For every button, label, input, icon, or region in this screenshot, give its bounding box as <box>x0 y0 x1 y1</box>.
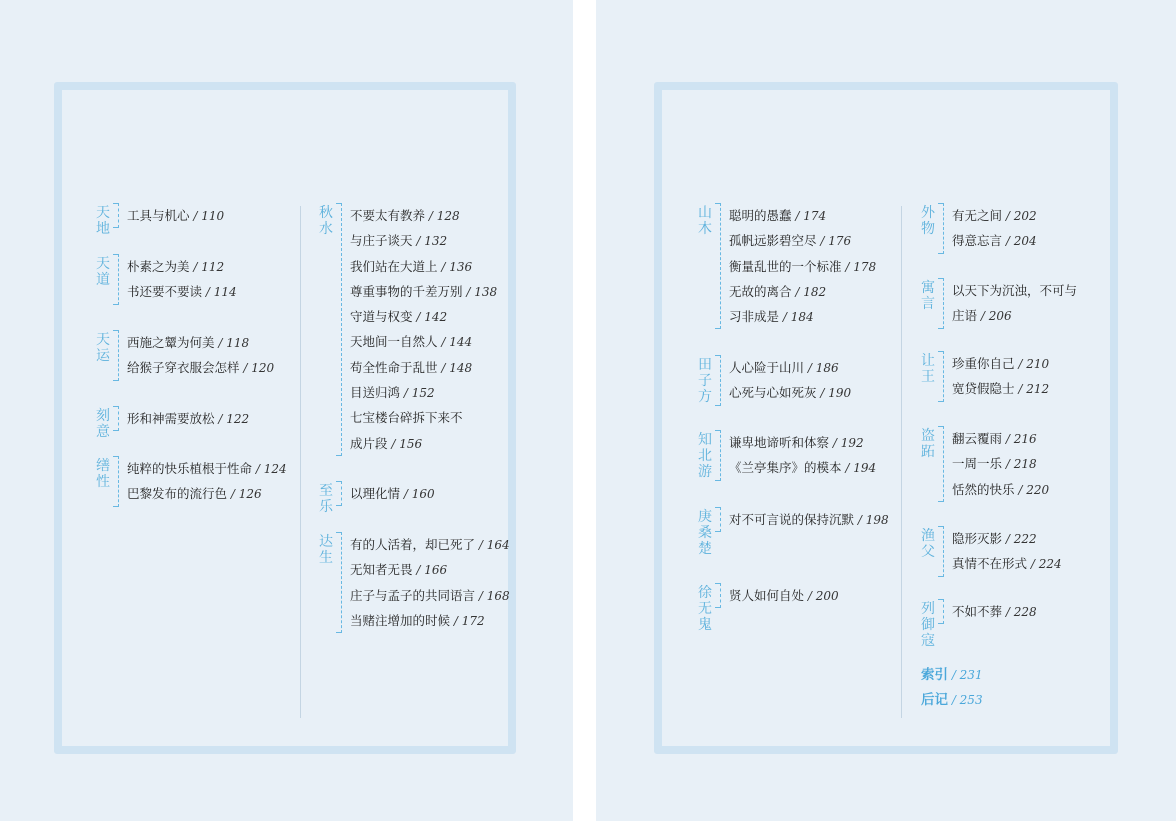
page-number: 152 <box>411 386 435 401</box>
section-label: 渔父 <box>921 528 935 560</box>
page-separator: / <box>841 259 854 274</box>
page-separator: / <box>791 209 804 223</box>
entry-title: 珍重你自己 <box>952 356 1015 371</box>
entry-title: 不要太有教养 <box>350 208 426 223</box>
section-label: 天运 <box>96 332 110 364</box>
page-number: 186 <box>815 361 839 375</box>
page-separator: / <box>977 309 989 324</box>
section-entries <box>943 203 1083 254</box>
entry-title: 得意忘言 <box>952 233 1003 249</box>
section-entries <box>720 583 905 608</box>
toc-entry[interactable] <box>127 355 308 380</box>
entry-title: 与庄子谈天 <box>350 233 413 249</box>
toc-entry[interactable] <box>127 330 308 355</box>
page-separator: / <box>948 668 960 682</box>
page-number: 166 <box>424 563 448 578</box>
toc-entry[interactable] <box>729 279 905 304</box>
page-separator: / <box>816 386 829 401</box>
page-number: 124 <box>263 462 287 476</box>
page-number: 160 <box>411 487 435 501</box>
page-separator: / <box>854 513 866 527</box>
page-separator: / <box>387 436 400 451</box>
page-number: 136 <box>449 259 473 274</box>
appendix-title: 索引 <box>921 667 948 683</box>
toc-entry[interactable] <box>952 526 1083 551</box>
entry-title: 书还要不要读 <box>127 284 203 300</box>
section-label: 庚桑楚 <box>698 509 712 557</box>
entry-title: 以天下为沉浊，不可与 <box>952 283 1078 298</box>
toc-entry[interactable] <box>952 426 1083 451</box>
entry-title: 守道与权变 <box>350 309 413 325</box>
page-number: 192 <box>840 436 864 450</box>
toc-entry[interactable] <box>729 228 905 253</box>
entry-title: 庄语 <box>952 308 978 324</box>
page-frame <box>654 82 1118 754</box>
page-separator: / <box>252 462 264 476</box>
section-entries <box>341 203 516 456</box>
page-separator: / <box>437 360 450 375</box>
page-separator: / <box>227 487 239 502</box>
page-separator: / <box>1014 482 1027 497</box>
page-number: 210 <box>1026 357 1050 371</box>
page-separator: / <box>1014 357 1027 371</box>
section-label: 让王 <box>921 353 935 385</box>
page-separator: / <box>400 487 412 501</box>
entry-title: 一周一乐 <box>952 456 1003 472</box>
section-entries <box>720 430 905 481</box>
section-entries <box>720 507 905 532</box>
toc-entry[interactable] <box>952 351 1083 376</box>
entry-title: 给猴子穿衣服会怎样 <box>127 360 240 376</box>
entry-title: 孤帆远影碧空尽 <box>729 233 817 249</box>
toc-entry[interactable] <box>729 507 905 532</box>
page-separator: / <box>1002 432 1014 446</box>
entry-title: 当赌注增加的时候 <box>350 612 451 628</box>
page-number: 194 <box>853 461 877 476</box>
toc-entry[interactable] <box>952 228 1083 253</box>
page-separator: / <box>450 613 462 628</box>
entry-title: 纯粹的快乐植根于性命 <box>127 461 253 476</box>
page-separator: / <box>189 260 202 274</box>
left-page <box>0 0 573 821</box>
toc-entry[interactable] <box>350 405 516 430</box>
toc-entry[interactable] <box>729 583 905 608</box>
page-number: 122 <box>226 412 250 426</box>
page-number: 114 <box>213 285 237 300</box>
toc-entry[interactable] <box>350 203 516 228</box>
page-separator: / <box>948 693 960 707</box>
page-number: 174 <box>803 209 827 223</box>
section-label: 知北游 <box>698 432 712 480</box>
page-number: 178 <box>853 259 877 274</box>
entry-title: 衡量乱世的一个标准 <box>729 258 842 274</box>
toc-entry[interactable] <box>952 303 1083 328</box>
toc-entry[interactable] <box>350 583 516 608</box>
page-separator: / <box>1002 457 1014 472</box>
page-number: 224 <box>1038 557 1062 572</box>
entry-title: 以理化情 <box>350 486 401 501</box>
toc-entry[interactable] <box>127 279 308 304</box>
section-label: 徐无鬼 <box>698 585 712 633</box>
page-separator: / <box>791 284 804 299</box>
toc-entry[interactable] <box>127 456 308 481</box>
toc-entry[interactable] <box>127 203 308 228</box>
page-separator: / <box>841 461 854 476</box>
page-number: 144 <box>449 335 473 350</box>
section-entries <box>341 532 516 633</box>
entry-title: 有的人活着，却已死了 <box>350 537 476 552</box>
toc-entry[interactable] <box>350 532 516 557</box>
page-separator: / <box>412 563 425 578</box>
toc-entry[interactable] <box>729 355 905 380</box>
page-number: 253 <box>959 693 983 707</box>
section-label: 秋水 <box>319 205 333 237</box>
entry-title: 我们站在大道上 <box>350 258 438 274</box>
page-number: 222 <box>1013 532 1037 546</box>
section-entries <box>943 426 1083 502</box>
page-number: 128 <box>436 209 460 223</box>
section-entries <box>943 526 1083 577</box>
page-number: 182 <box>803 284 827 299</box>
page-number: 164 <box>486 538 510 552</box>
toc-entry[interactable] <box>350 557 516 582</box>
toc-entry[interactable] <box>350 355 516 380</box>
toc-entry[interactable] <box>350 608 516 633</box>
toc-entry[interactable] <box>729 380 905 405</box>
page-number: 184 <box>790 310 814 325</box>
section-label: 盗跖 <box>921 428 935 460</box>
toc-entry[interactable] <box>350 431 516 456</box>
entry-title: 庄子与孟子的共同语言 <box>350 587 476 603</box>
section-label: 山木 <box>698 205 712 237</box>
section-entries <box>118 203 308 228</box>
entry-title: 目送归鸿 <box>350 385 401 401</box>
page-separator: / <box>1014 382 1027 397</box>
page-separator: / <box>1002 234 1014 249</box>
entry-title: 恬然的快乐 <box>952 481 1015 497</box>
section-entries <box>118 254 308 305</box>
entry-title: 形和神需要放松 <box>127 411 215 426</box>
section-entries <box>118 406 308 431</box>
section-label: 刻意 <box>96 408 110 440</box>
page-number: 138 <box>474 284 498 299</box>
page-separator: / <box>239 361 252 376</box>
page-number: 220 <box>1026 482 1050 497</box>
entry-title: 隐形灭影 <box>952 531 1003 546</box>
toc-entry[interactable] <box>952 477 1083 502</box>
toc-entry[interactable] <box>952 451 1083 476</box>
toc-entry[interactable] <box>127 254 308 279</box>
section-entries <box>943 351 1083 402</box>
toc-entry[interactable] <box>952 203 1083 228</box>
page-number: 156 <box>399 436 423 451</box>
entry-title: 人心险于山川 <box>729 360 805 375</box>
section-entries <box>943 599 1083 624</box>
page-number: 206 <box>988 309 1012 324</box>
entry-title: 无知者无畏 <box>350 562 413 578</box>
section-label: 天道 <box>96 256 110 288</box>
section-label: 达生 <box>319 534 333 566</box>
page-separator: / <box>412 234 425 249</box>
section-label: 天地 <box>96 205 110 237</box>
page-number: 112 <box>201 260 225 274</box>
page-separator: / <box>804 589 816 603</box>
toc-entry[interactable] <box>952 376 1083 401</box>
entry-title: 不如不葬 <box>952 604 1003 619</box>
page-number: 200 <box>815 589 839 603</box>
page-separator: / <box>462 284 475 299</box>
page-separator: / <box>1002 532 1014 546</box>
section-entries <box>341 481 516 506</box>
entry-title: 天地间一自然人 <box>350 334 438 350</box>
toc-entry[interactable] <box>127 481 308 506</box>
section-label: 至乐 <box>319 483 333 515</box>
page-number: 212 <box>1026 382 1050 397</box>
page-separator: / <box>829 436 841 450</box>
toc-entry[interactable] <box>729 203 905 228</box>
page-separator: / <box>400 386 412 401</box>
section-entries <box>720 355 905 406</box>
section-label: 列御寇 <box>921 601 935 649</box>
appendix-title: 后记 <box>921 692 948 708</box>
toc-entry[interactable] <box>350 329 516 354</box>
section-entries <box>720 203 905 329</box>
section-entries <box>118 330 308 381</box>
toc-entry[interactable] <box>952 278 1083 303</box>
entry-title: 苟全性命于乱世 <box>350 359 438 375</box>
page-number: 120 <box>251 361 275 376</box>
page-number: 218 <box>1013 457 1037 472</box>
toc-entry[interactable] <box>350 254 516 279</box>
toc-entry[interactable] <box>350 304 516 329</box>
entry-title: 聪明的愚蠢 <box>729 208 792 223</box>
page-number: 118 <box>226 336 250 350</box>
page-number: 202 <box>1013 209 1037 223</box>
toc-entry[interactable] <box>952 599 1083 624</box>
section-label: 外物 <box>921 205 935 237</box>
page-separator: / <box>779 310 791 325</box>
entry-title: 工具与机心 <box>127 208 190 223</box>
page-number: 172 <box>461 613 485 628</box>
entry-title: 巴黎发布的流行色 <box>127 486 228 502</box>
page-separator: / <box>1002 605 1014 619</box>
toc-entry[interactable] <box>729 430 905 455</box>
page-separator: / <box>1027 557 1039 572</box>
entry-title: 尊重事物的千差万别 <box>350 283 463 299</box>
toc-entry[interactable] <box>127 406 308 431</box>
page-separator: / <box>412 310 425 325</box>
page-separator: / <box>189 209 202 223</box>
entry-title: 贤人如何自处 <box>729 588 805 603</box>
toc-entry[interactable] <box>952 551 1083 576</box>
section-entries <box>118 456 308 507</box>
toc-entry[interactable] <box>350 481 516 506</box>
page-separator: / <box>475 588 487 603</box>
entry-title: 《兰亭集序》的模本 <box>729 460 842 476</box>
page-separator: / <box>214 336 227 350</box>
page-separator: / <box>475 538 487 552</box>
entry-title: 无故的离合 <box>729 283 792 299</box>
toc-entry[interactable] <box>729 455 905 480</box>
entry-title: 七宝楼台碎拆下来不 <box>350 410 463 426</box>
page-number: 126 <box>238 487 262 502</box>
page-separator: / <box>437 335 450 350</box>
page-number: 228 <box>1013 605 1037 619</box>
entry-title: 对不可言说的保持沉默 <box>729 512 855 527</box>
page-number: 176 <box>828 234 852 249</box>
page-gutter <box>573 0 596 821</box>
entry-title: 朴素之为美 <box>127 259 190 274</box>
entry-title: 翻云覆雨 <box>952 431 1003 446</box>
page-number: 198 <box>865 513 889 527</box>
page-separator: / <box>202 285 214 300</box>
entry-title: 习非成是 <box>729 309 780 325</box>
page-separator: / <box>214 412 227 426</box>
section-entries <box>943 278 1083 329</box>
right-page <box>596 0 1176 821</box>
toc-entry[interactable] <box>350 228 516 253</box>
section-label: 寓言 <box>921 280 935 312</box>
page-number: 168 <box>486 588 510 603</box>
toc-entry[interactable] <box>729 304 905 329</box>
entry-title: 成片段 <box>350 435 388 451</box>
page-separator: / <box>816 234 829 249</box>
appendix-entry[interactable] <box>921 663 983 688</box>
page-number: 231 <box>959 668 983 682</box>
page-number: 190 <box>828 386 852 401</box>
section-label: 田子方 <box>698 357 712 405</box>
page-number: 216 <box>1013 432 1037 446</box>
entry-title: 有无之间 <box>952 208 1003 223</box>
toc-entry[interactable] <box>729 254 905 279</box>
entry-title: 宽贷假隐士 <box>952 381 1015 397</box>
page-number: 148 <box>449 360 473 375</box>
appendix-entry[interactable] <box>921 688 983 713</box>
page-number: 204 <box>1013 234 1037 249</box>
toc-entry[interactable] <box>350 380 516 405</box>
entry-title: 西施之颦为何美 <box>127 335 215 350</box>
page-separator: / <box>425 209 437 223</box>
entry-title: 谦卑地谛听和体察 <box>729 435 830 450</box>
page-number: 110 <box>201 209 225 223</box>
section-label: 缮性 <box>96 458 110 490</box>
toc-entry[interactable] <box>350 279 516 304</box>
entry-title: 真情不在形式 <box>952 556 1028 572</box>
entry-title: 心死与心如死灰 <box>729 385 817 401</box>
page-separator: / <box>1002 209 1014 223</box>
page-separator: / <box>804 361 816 375</box>
page-number: 142 <box>424 310 448 325</box>
page-separator: / <box>437 259 450 274</box>
page-number: 132 <box>424 234 448 249</box>
